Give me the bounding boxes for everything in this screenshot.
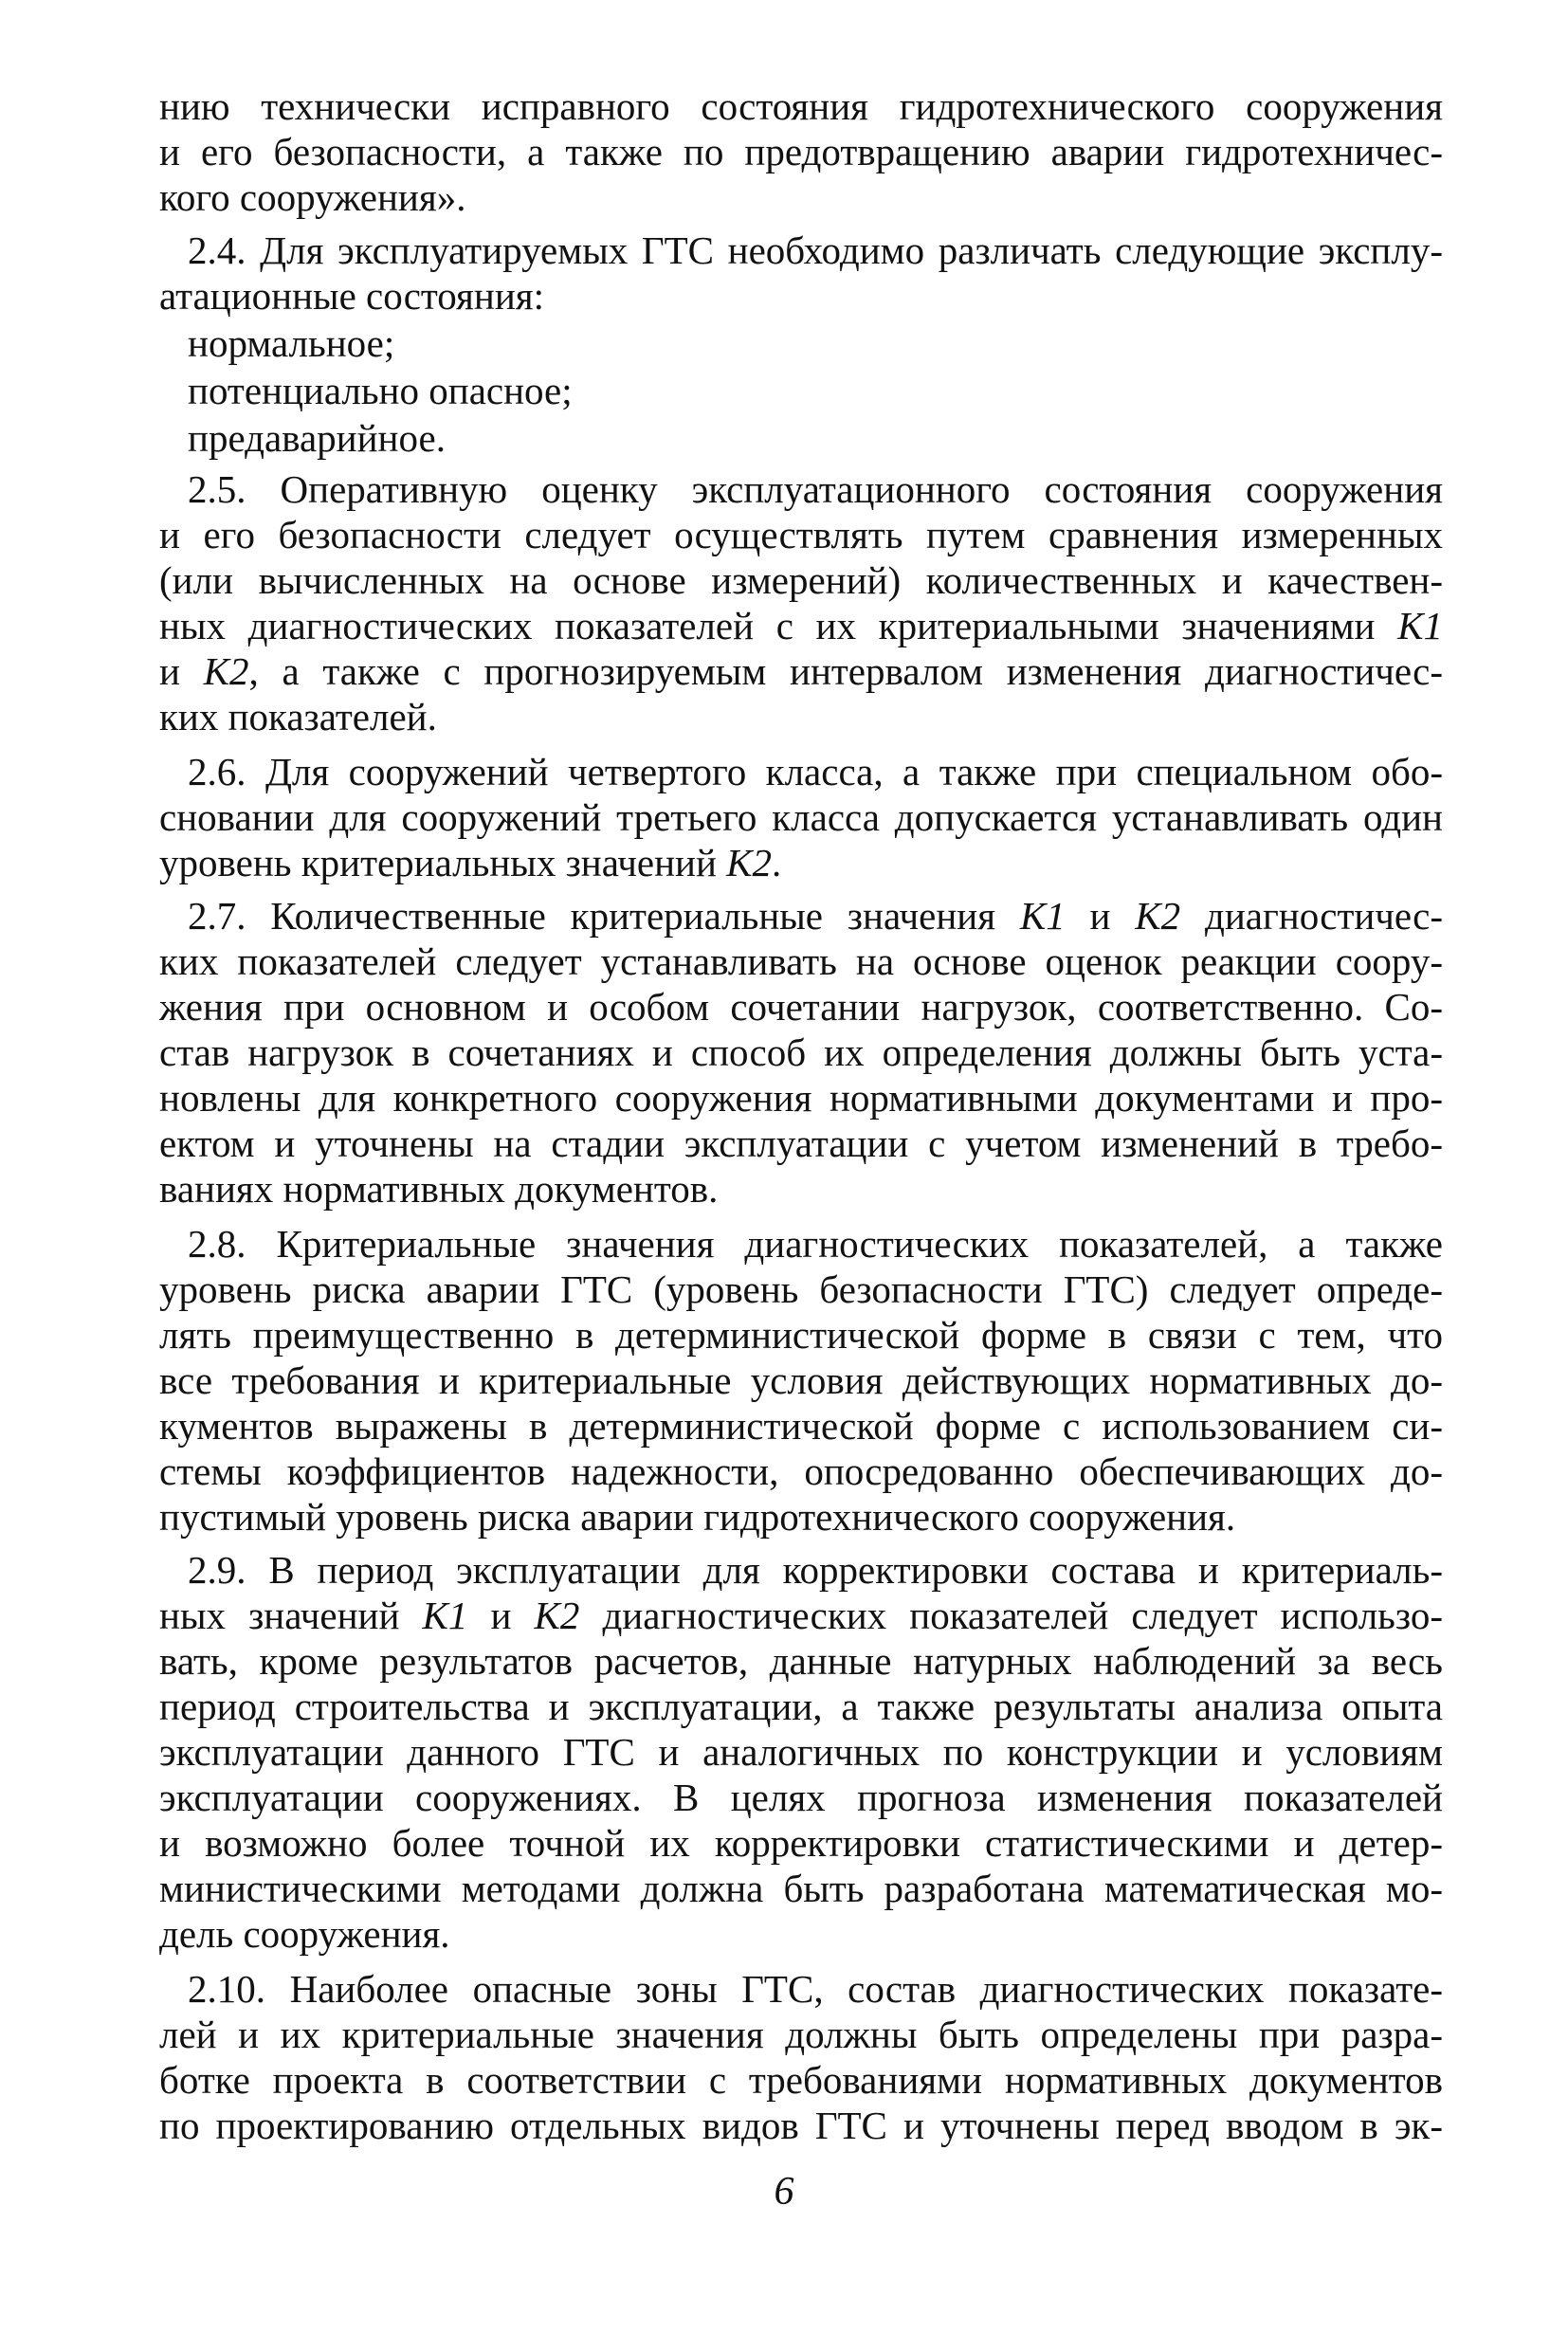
page-number: 6 [774, 2170, 794, 2214]
criterion-symbol: K1 [422, 1594, 468, 1637]
paragraph-2-6-start: 2.6. Для сооружений четвертого класса, а также при специальном обо- [188, 750, 1443, 793]
text-line: ных диагностических показателей с их критериальными значениями K1 [159, 604, 1443, 647]
text-line: министическими методами должна быть разработана математическая мо- [159, 1867, 1443, 1910]
text-line: и его безопасности следует осуществлять путем сравнения измеренных [159, 513, 1443, 556]
paragraph-2-8-start: 2.8. Критериальные значения диагностических показателей, а также [188, 1222, 1443, 1266]
paragraph-2-7-start: 2.7. Количественные критериальные значения K1 и K2 диагностичес- [188, 894, 1443, 938]
text-line: ектом и уточнены на стадии эксплуатации с учетом изменений в требо- [159, 1121, 1443, 1165]
paragraph-2-10-start: 2.10. Наиболее опасные зоны ГТС, состав диагностических показате- [188, 1967, 1443, 2011]
text-line: кого сооружения». [159, 175, 466, 219]
text-line: нию технически исправного состояния гидротехнического сооружения [159, 84, 1443, 128]
criterion-symbol: K2 [726, 841, 773, 884]
text-line: атационные состояния: [159, 274, 545, 318]
text-line: новлены для конкретного сооружения нормативными документами и про- [159, 1076, 1443, 1120]
text-line: став нагрузок в сочетаниях и способ их определения должны быть уста- [159, 1030, 1443, 1074]
paragraph-2-5-start: 2.5. Оперативную оценку эксплуатационного состояния сооружения [188, 467, 1443, 511]
text-line: период строительства и эксплуатации, а также результаты анализа опыта [159, 1685, 1443, 1728]
list-item: предаварийное. [188, 416, 446, 460]
list-item: нормальное; [188, 321, 395, 365]
text-line: ваниях нормативных документов. [159, 1167, 719, 1211]
text-line: жения при основном и особом сочетании нагрузок, соответственно. Со- [159, 985, 1443, 1029]
text-line: дель сооружения. [159, 1912, 450, 1956]
text-line: ботке проекта в соответствии с требованиями нормативных документов [159, 2058, 1443, 2102]
text-line: вать, кроме результатов расчетов, данные натурных наблюдений за весь [159, 1639, 1443, 1683]
text-line: все требования и критериальные условия действующих нормативных до- [159, 1358, 1443, 1402]
paragraph-2-9-start: 2.9. В период эксплуатации для корректировки состава и критериаль- [188, 1548, 1443, 1592]
text-line: по проектированию отдельных видов ГТС и уточнены перед вводом в эк- [159, 2104, 1443, 2147]
text-line: и возможно более точной их корректировки статистическими и детер- [159, 1821, 1443, 1865]
text-line: эксплуатации сооружениях. В целях прогноза изменения показателей [159, 1776, 1443, 1819]
text-line: уровень риска аварии ГТС (уровень безопасности ГТС) следует опреде- [159, 1267, 1443, 1311]
text-line: стемы коэффициентов надежности, опосредованно обеспечивающих до- [159, 1449, 1443, 1493]
criterion-symbol: K1 [1019, 894, 1066, 938]
text-line: ных значений K1 и K2 диагностических показателей следует использо- [159, 1594, 1443, 1637]
text-line: ких показателей. [159, 695, 437, 738]
text-line: лей и их критериальные значения должны быть определены при разра- [159, 2013, 1443, 2056]
criterion-symbol: K2 [534, 1594, 580, 1637]
text-line: пустимый уровень риска аварии гидротехнического сооружения. [159, 1495, 1236, 1539]
text-line: и K2, а также с прогнозируемым интервалом изменения диагностичес- [159, 649, 1443, 693]
text-line: эксплуатации данного ГТС и аналогичных по конструкции и условиям [159, 1730, 1443, 1774]
text-line: лять преимущественно в детерминистической форме в связи с тем, что [159, 1313, 1443, 1357]
list-item: потенциально опасное; [188, 369, 573, 412]
criterion-symbol: K2 [1135, 894, 1181, 938]
text-line: уровень критериальных значений K2. [159, 841, 782, 884]
text-line: сновании для сооружений третьего класса допускается устанавливать один [159, 795, 1443, 839]
text-line: ких показателей следует устанавливать на основе оценок реакции соору- [159, 939, 1443, 983]
paragraph-2-4-start: 2.4. Для эксплуатируемых ГТС необходимо различать следующие эксплу- [188, 228, 1443, 272]
criterion-symbol: K1 [1397, 604, 1443, 647]
text-line: (или вычисленных на основе измерений) количественных и качествен- [159, 558, 1443, 602]
text-line: кументов выражены в детерминистической форме с использованием си- [159, 1404, 1443, 1448]
criterion-symbol: K2 [203, 649, 249, 693]
text-line: и его безопасности, а также по предотвращению аварии гидротехничес- [159, 130, 1443, 173]
